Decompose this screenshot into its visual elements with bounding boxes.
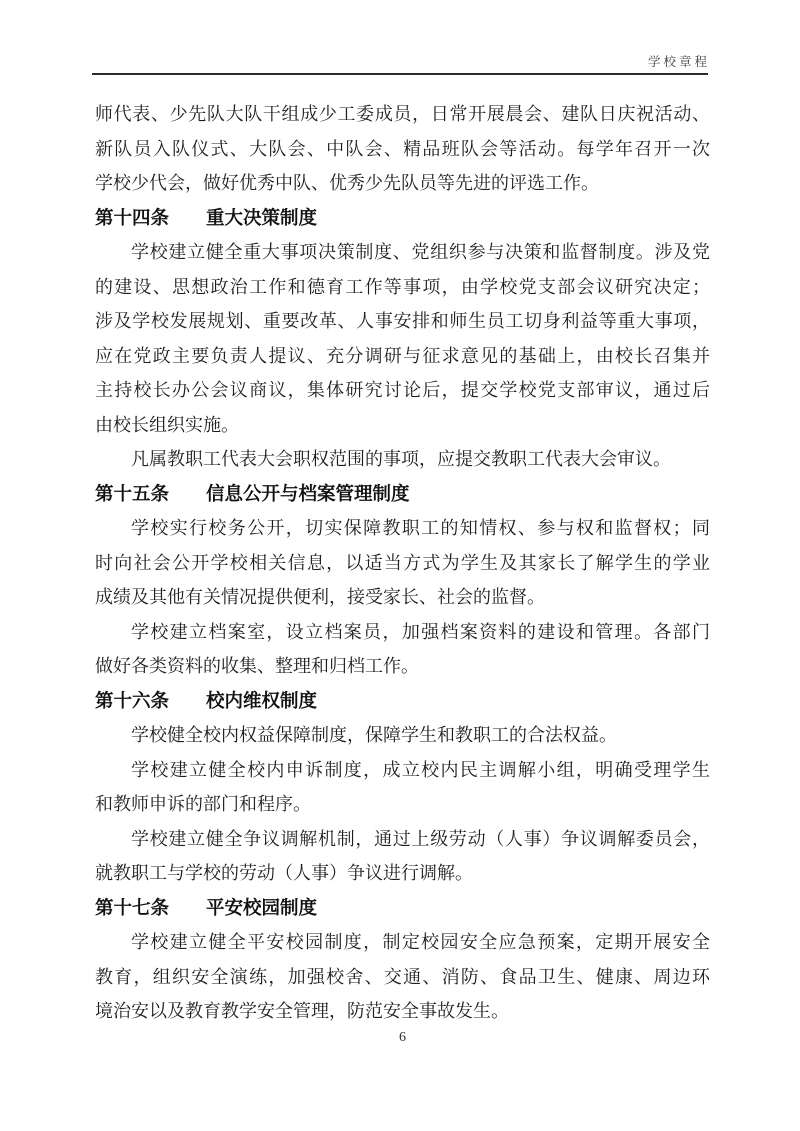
paragraph-line: 学校健全校内权益保障制度，保障学生和教职工的合法权益。: [131, 725, 617, 745]
paragraph-line: 学校实行校务公开，切实保障教职工的知情权、参与权和监督权；同: [131, 518, 710, 538]
paragraph-line: 学校少代会，做好优秀中队、优秀少先队员等先进的评选工作。: [95, 173, 599, 193]
paragraph-line: 学校建立档案室，设立档案员，加强档案资料的建设和管理。各部门: [131, 621, 710, 642]
article-number: 第十五条: [95, 482, 170, 504]
paragraph-line: 凡属教职工代表大会职权范围的事项，应提交教职工代表大会审议。: [131, 449, 671, 469]
paragraph: [95, 753, 710, 822]
paragraph: [95, 511, 710, 615]
article-number: 第十四条: [95, 206, 170, 228]
paragraph: [95, 925, 710, 1029]
paragraph: [95, 718, 710, 753]
paragraph: [95, 97, 710, 201]
article-title: 信息公开与档案管理制度: [206, 482, 410, 504]
paragraph-line: 就教职工与学校的劳动（人事）争议进行调解。: [95, 863, 473, 883]
article-heading: [95, 201, 710, 236]
paragraph-line: 做好各类资料的收集、整理和归档工作。: [95, 656, 419, 676]
running-header-title: 学校章程: [647, 55, 710, 69]
paragraph-line: 成绩及其他有关情况提供便利，接受家长、社会的监督。: [95, 587, 545, 607]
paragraph-line: 学校建立健全平安校园制度，制定校园安全应急预案，定期开展安全: [131, 932, 710, 952]
article-heading: [95, 477, 710, 512]
article-title: 平安校园制度: [206, 896, 318, 918]
paragraph-line: 新队员入队仪式、大队会、中队会、精品班队会等活动。每学年召开一次: [95, 138, 710, 159]
paragraph-line: 由校长组织实施。: [95, 414, 239, 435]
paragraph: [95, 442, 710, 477]
header-rule: [92, 73, 708, 75]
paragraph-line: 教育，组织安全演练，加强校舍、交通、消防、食品卫生、健康、周边环: [95, 966, 710, 987]
paragraph-line: 的建设、思想政治工作和德育工作等事项，由学校党支部会议研究决定；: [95, 276, 710, 297]
paragraph: [95, 615, 710, 684]
paragraph: [95, 235, 710, 442]
paragraph-line: 和教师申诉的部门和程序。: [95, 794, 311, 814]
paragraph-line: 学校建立健全重大事项决策制度、党组织参与决策和监督制度。涉及党: [131, 242, 710, 262]
paragraph: [95, 822, 710, 891]
paragraph-line: 师代表、少先队大队干组成少工委成员，日常开展晨会、建队日庆祝活动、: [95, 104, 710, 124]
article-number: 第十七条: [95, 896, 170, 918]
article-heading: [95, 891, 710, 926]
paragraph-line: 境治安以及教育教学安全管理，防范安全事故发生。: [95, 1001, 509, 1021]
paragraph-line: 涉及学校发展规划、重要改革、人事安排和师生员工切身利益等重大事项，: [95, 311, 710, 331]
paragraph-line: 时向社会公开学校相关信息，以适当方式为学生及其家长了解学生的学业: [95, 552, 710, 573]
paragraph-line: 学校建立健全争议调解机制，通过上级劳动（人事）争议调解委员会，: [131, 828, 710, 849]
paragraph-line: 主持校长办公会议商议，集体研究讨论后，提交学校党支部审议，通过后: [95, 380, 710, 400]
article-title: 重大决策制度: [206, 206, 318, 228]
page-number: 6: [399, 1030, 406, 1045]
article-heading: [95, 684, 710, 719]
document-body: [95, 97, 710, 1029]
article-number: 第十六条: [95, 689, 170, 711]
article-title: 校内维权制度: [206, 689, 318, 711]
paragraph-line: 应在党政主要负责人提议、充分调研与征求意见的基础上，由校长召集并: [95, 345, 710, 366]
paragraph-line: 学校建立健全校内申诉制度，成立校内民主调解小组，明确受理学生: [131, 759, 710, 780]
